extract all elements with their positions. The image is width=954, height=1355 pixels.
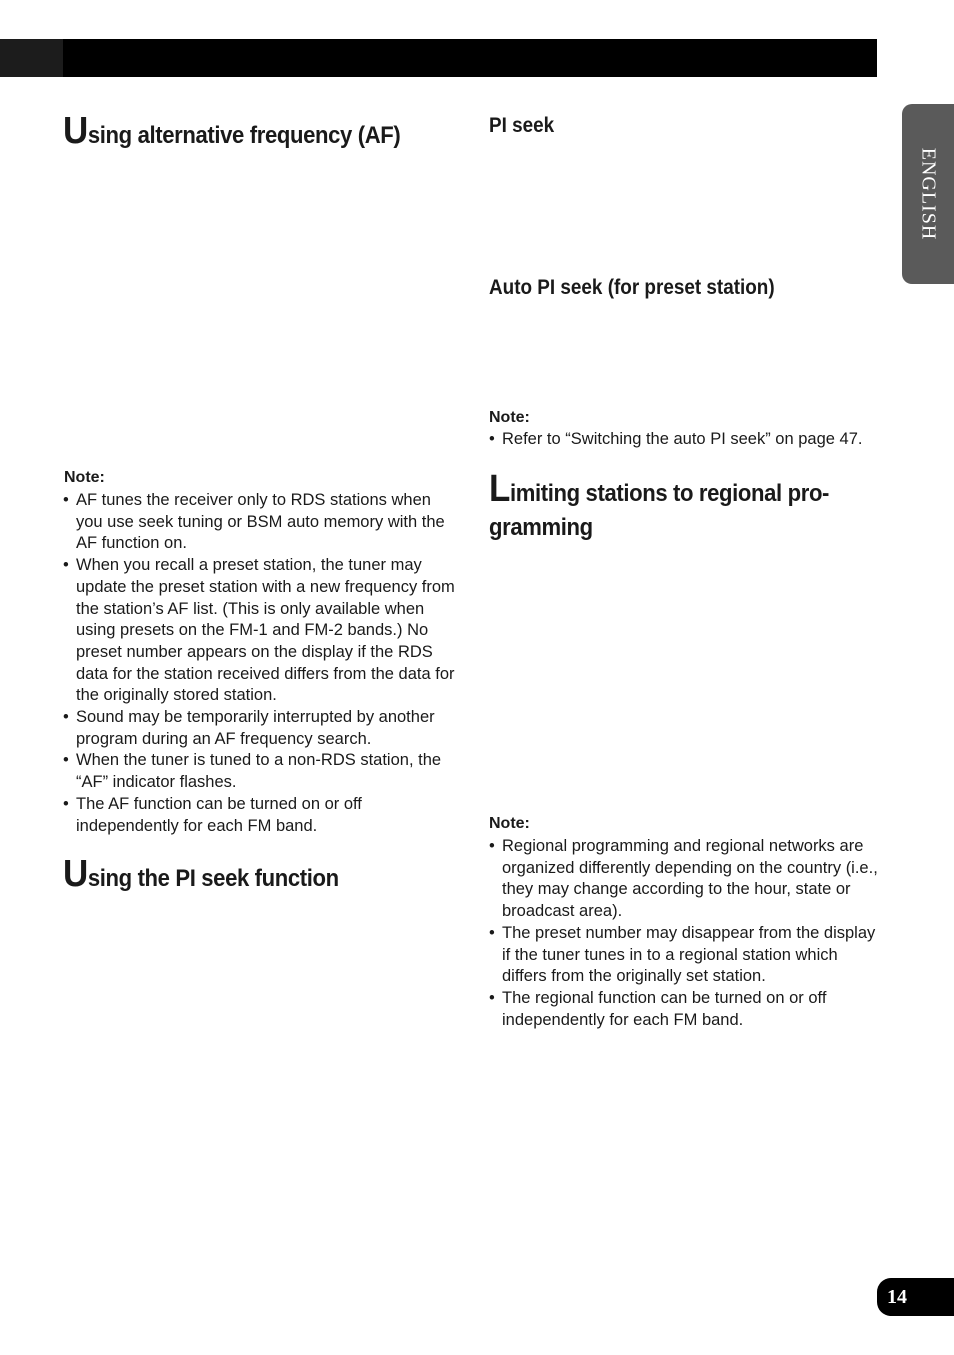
regional-note-label: Note: [489, 815, 530, 832]
heading-using-pi-seek: Using the PI seek function [63, 853, 339, 895]
list-item: • Sound may be temporarily interrupted by another program during an AF frequency search. [63, 707, 459, 750]
heading-using-af: Using alternative frequency (AF) [63, 110, 401, 152]
header-bar-accent [0, 39, 63, 77]
page-number: 14 [877, 1278, 954, 1316]
list-item: • The AF function can be turned on or off independently for each FM band. [63, 794, 459, 837]
header-bar [0, 39, 877, 77]
list-item: • AF tunes the receiver only to RDS stations when you use seek tuning or BSM auto memory with the AF function on. [63, 490, 459, 555]
list-item: • When you recall a preset station, the tuner may update the preset station with a new frequency from the station’s AF list. (This is only available when using presets on the FM-1 and FM-2 bands.) No preset number appears on the display if the RDS data for the station received differs from the data for the originally stored station. [63, 555, 459, 707]
list-item: • Refer to “Switching the auto PI seek” on page 47. [489, 429, 881, 451]
list-item: • The preset number may disappear from the display if the tuner tunes in to a regional station which differs from the originally set station. [489, 923, 881, 988]
list-item: • The regional function can be turned on or off independently for each FM band. [489, 988, 881, 1031]
af-note-label: Note: [64, 469, 105, 486]
auto-pi-notes-list [489, 429, 881, 451]
list-item: • When the tuner is tuned to a non-RDS station, the “AF” indicator flashes. [63, 750, 459, 793]
regional-notes-list [489, 836, 881, 1031]
language-tab [902, 104, 954, 284]
af-notes-list [63, 490, 459, 837]
heading-regional: Limiting stations to regional pro- gramming [489, 468, 830, 541]
language-tab-label: ENGLISH [917, 147, 940, 241]
auto-pi-note-label: Note: [489, 409, 530, 426]
subheading-auto-pi-seek: Auto PI seek (for preset station) [489, 276, 775, 299]
list-item: • Regional programming and regional networks are organized differently depending on the country (i.e., they may change according to the hour, state or broadcast area). [489, 836, 881, 923]
subheading-pi-seek: PI seek [489, 114, 555, 137]
